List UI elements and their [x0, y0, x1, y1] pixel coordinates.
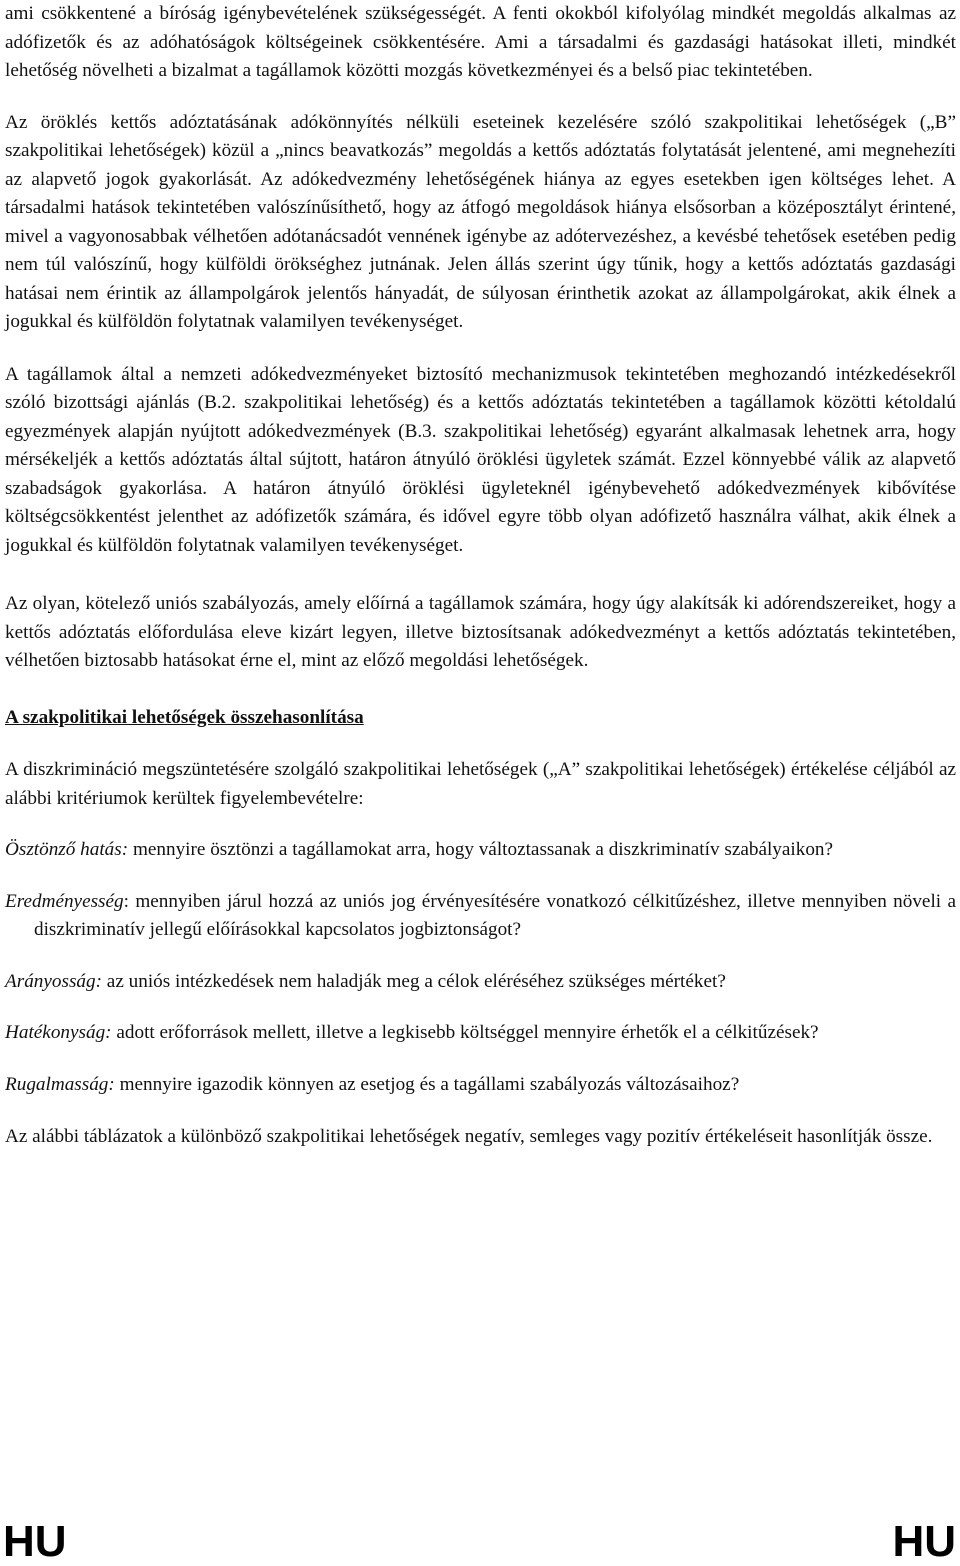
- paragraph: Az öröklés kettős adóztatásának adókönnyítés nélküli eseteinek kezelésére szóló szakpolitikai lehetőségek („B” szakpolitikai lehetőségek) közül a „nincs beavatkozás” megoldás a kettős adóztatás folytatását jelentené, ami megnehezíti az alapvető jogok gyakorlását. Az adókedvezmény lehetőségének hiánya az egyes esetekben igen költséges lehet. A társadalmi hatások tekintetében valószínűsíthető, hogy az átfogó megoldások hiánya elsősorban a középosztályt érintené, mivel a vagyonosabbak vélhetően adótanácsadót vennének igénybe az adótervezéshez, a kevésbé tehetősek esetében pedig nem túl valószínű, hogy külföldi örökséghez jutnának. Jelen állás szerint úgy tűnik, hogy a kettős adóztatás gazdasági hatásai nem érintik az állampolgárok jelentős hányadát, de súlyosan érinthetik azokat az állampolgárokat, akik élnek a jogukkal és külföldön folytatnak valamilyen tevékenységet.: [5, 111, 956, 332]
- criterion-item: [5, 836, 956, 865]
- criterion-text: az uniós intézkedések nem haladják meg a célok eléréséhez szükséges mértéket?: [102, 970, 726, 992]
- paragraph: Az alábbi táblázatok a különböző szakpolitikai lehetőségek negatív, semleges vagy pozitív értékeléseit hasonlítják össze.: [5, 1126, 933, 1147]
- language-code-right: HU: [892, 1517, 956, 1566]
- criterion-text: mennyire ösztönzi a tagállamokat arra, hogy változtassanak a diszkriminatív szabályaikon?: [128, 839, 834, 860]
- criterion-term: Rugalmasság:: [5, 1073, 115, 1095]
- paragraph: A diszkrimináció megszüntetésére szolgáló szakpolitikai lehetőségek („A” szakpolitikai lehetőségek) értékelése céljából az alábbi kritériumok kerültek figyelembevételre:: [5, 759, 956, 809]
- paragraph: Az olyan, kötelező uniós szabályozás, amely előírná a tagállamok számára, hogy úgy alakítsák ki adórendszereiket, hogy a kettős adóztatás előfordulása eleve kizárt legyen, illetve biztosítsanak adókedvezményt a kettős adóztatás tekintetében, vélhetően biztosabb hatásokat érne el, mint az előző megoldási lehetőségek.: [5, 593, 956, 671]
- paragraph: A tagállamok által a nemzeti adókedvezményeket biztosító mechanizmusok tekintetében meghozandó intézkedésekről szóló bizottsági ajánlás (B.2. szakpolitikai lehetőség) és a kettős adóztatás tekintetében a tagállamok közötti kétoldalú egyezmények alapján nyújtott adókedvezmények (B.3. szakpolitikai lehetőség) egyaránt alkalmasak lehetnek arra, hogy mérsékeljék a kettős adóztatás által sújtott, határon átnyúló öröklési ügyletek számát. Ezzel könnyebbé válik az alapvető szabadságok gyakorlása. A határon átnyúló öröklési ügyleteknél igénybevehető adókedvezmények kibővítése költségcsökkentést jelenthet az adófizetők számára, és idővel egyre több olyan adófizető használra válhat, akik élnek a jogukkal és külföldön folytatnak valamilyen tevékenységet.: [5, 363, 956, 556]
- paragraph: ami csökkentené a bíróság igénybevételének szükségességét. A fenti okokból kifolyólag mindkét megoldás alkalmas az adófizetők és az adóhatóságok költségeinek csökkentésére. Ami a társadalmi és gazdasági hatásokat illeti, mindkét lehetőség növelheti a bizalmat a tagállamok közötti mozgás következményei és a belső piac tekintetében.: [5, 3, 956, 81]
- section-heading: A szakpolitikai lehetőségek összehasonlítása: [5, 706, 364, 728]
- language-code-left: HU: [3, 1517, 67, 1566]
- criterion-item: [5, 968, 956, 997]
- criterion-text: adott erőforrások mellett, illetve a legkisebb költséggel mennyire érhetők el a célkitűzések?: [111, 1022, 819, 1043]
- criterion-term: Arányosság:: [5, 970, 102, 992]
- criterion-term: Hatékonyság:: [5, 1022, 112, 1043]
- criterion-item: [5, 1019, 956, 1048]
- criterion-item: [5, 888, 956, 945]
- criterion-text: : mennyiben járul hozzá az uniós jog érvényesítésére vonatkozó célkitűzéshez, illetve mennyiben növeli a diszkriminatív jellegű előírásokkal kapcsolatos jogbiztonságot?: [34, 890, 956, 940]
- criterion-text: mennyire igazodik könnyen az esetjog és a tagállami szabályozás változásaihoz?: [114, 1073, 740, 1095]
- document-body: [5, 0, 956, 1152]
- criterion-term: Ösztönző hatás:: [5, 839, 129, 860]
- criterion-item: [5, 1071, 956, 1100]
- criterion-term: Eredményesség: [5, 890, 124, 912]
- page-footer: [0, 1519, 960, 1565]
